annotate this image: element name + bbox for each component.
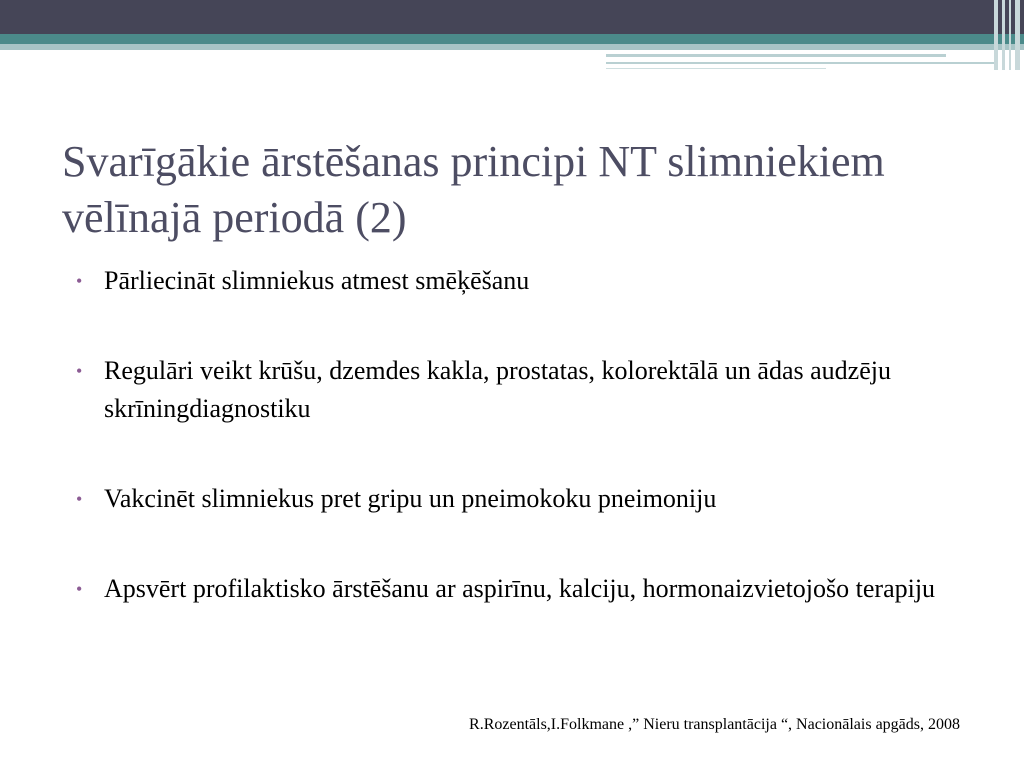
header-accent-line — [606, 68, 826, 69]
slide-title: Svarīgākie ārstēšanas principi NT slimniekiem vēlīnajā periodā (2) — [62, 137, 885, 242]
bullet-icon: • — [76, 361, 83, 381]
bullet-list — [72, 262, 972, 608]
list-item — [72, 262, 972, 300]
citation: R.Rozentāls,I.Folkmane ,” Nieru transplantācija “, Nacionālais apgāds, 2008 — [469, 716, 960, 733]
list-item — [72, 352, 972, 428]
header-band-dark — [0, 0, 1024, 34]
bullet-text: Pārliecināt slimniekus atmest smēķēšanu — [104, 266, 530, 295]
list-item — [72, 570, 972, 608]
bullet-icon: • — [76, 579, 83, 599]
bullet-text: Apsvērt profilaktisko ārstēšanu ar aspirīnu, kalciju, hormonaizvietojošo terapiju — [104, 574, 936, 603]
bullet-text: Regulāri veikt krūšu, dzemdes kakla, prostatas, kolorektālā un ādas audzēju skrīningdiagnostiku — [104, 356, 891, 423]
header-accent-line — [606, 54, 946, 57]
header-vertical-stripes — [994, 0, 1024, 70]
list-item — [72, 480, 972, 518]
header-band-teal — [0, 34, 1024, 44]
header-band-light — [0, 44, 1024, 50]
bullet-icon: • — [76, 489, 83, 509]
header-accent-line — [606, 62, 996, 64]
bullet-text: Vakcinēt slimniekus pret gripu un pneimokoku pneimoniju — [104, 484, 717, 513]
bullet-icon: • — [76, 271, 83, 291]
